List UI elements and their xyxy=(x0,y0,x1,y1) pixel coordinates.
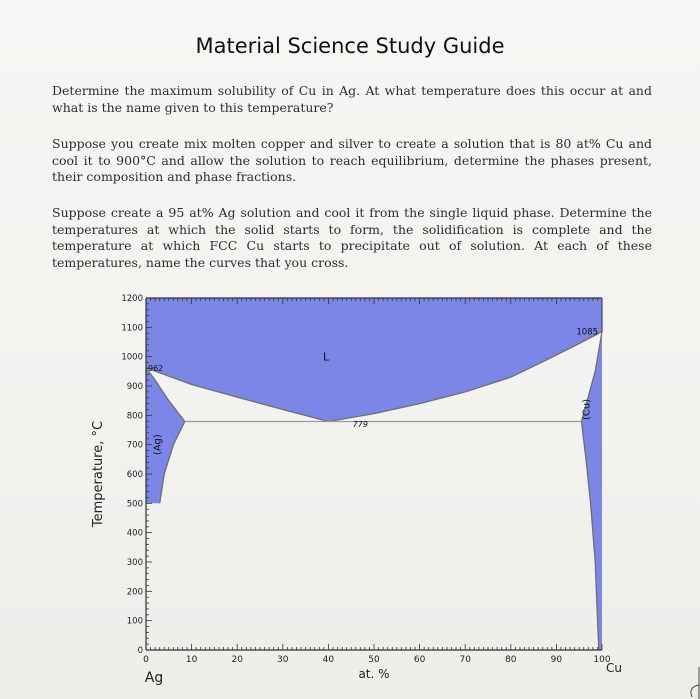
page-title: Material Science Study Guide xyxy=(195,34,505,58)
y-tick-label: 300 xyxy=(126,558,143,568)
y-tick-label: 800 xyxy=(126,411,143,422)
ag-melting-point-label: 962 xyxy=(148,363,164,373)
cu-phase-region xyxy=(582,332,603,650)
y-tick-label: 600 xyxy=(126,470,143,480)
x-right-element-label: Cu xyxy=(606,661,622,675)
y-tick-label: 1000 xyxy=(121,352,143,363)
question-1: Determine the maximum solubility of Cu in Ag. At what temperature does this occur at and what is the name given to this temperature? xyxy=(52,83,652,115)
question-3: Suppose create a 95 at% Ag solution and cool it from the single liquid phase. Determine the temperatures at which the solid starts to form, the solidification is complete and the temperature at which FCC Cu starts to precipitate out of solution. At each of these temperatures, name the curves that you cross. xyxy=(52,205,652,270)
liquid-region-label: L xyxy=(323,350,330,364)
x-tick-label: 20 xyxy=(231,655,243,665)
y-tick-label-zero: 0 xyxy=(137,646,143,656)
y-tick-label: 1100 xyxy=(121,323,143,334)
y-tick-label: 500 xyxy=(126,499,143,510)
x-tick-label: 70 xyxy=(459,655,471,665)
x-tick-label: 30 xyxy=(277,655,289,665)
y-tick-label: 900 xyxy=(126,382,143,392)
y-axis-title: Temperature, °C xyxy=(91,420,106,528)
phase-regions xyxy=(146,298,602,650)
cu-phase-label: (Cu) xyxy=(581,398,593,421)
x-tick-label: 80 xyxy=(505,655,517,665)
x-tick-label: 10 xyxy=(185,655,198,665)
y-tick-label: 1200 xyxy=(121,294,143,304)
eutectic-temperature-label: 779 xyxy=(352,420,368,430)
y-tick-label: 200 xyxy=(126,587,143,598)
cu-melting-point-label: 1085 xyxy=(576,327,598,338)
x-tick-label: 40 xyxy=(322,655,335,665)
ag-phase-label: (Ag) xyxy=(152,434,164,456)
liquid-region xyxy=(146,298,602,422)
x-left-element-label: Ag xyxy=(144,670,164,686)
y-tick-label: 400 xyxy=(126,528,143,539)
x-tick-label: 90 xyxy=(550,655,563,665)
x-tick-label: 0 xyxy=(143,655,149,665)
page-curl-icon xyxy=(678,663,700,699)
question-2: Suppose you create mix molten copper and silver to create a solution that is 80 at% Cu and cool it to 900°C and allow the solution to reach equilibrium, determine the phases present, their composition and phase fractions. xyxy=(52,136,652,184)
y-tick-label: 100 xyxy=(126,616,143,627)
x-tick-label: 50 xyxy=(368,655,380,665)
x-tick-label: 100 xyxy=(593,655,611,665)
x-tick-label: 60 xyxy=(413,655,426,665)
y-tick-label: 700 xyxy=(126,440,143,451)
x-axis-title: at. % xyxy=(358,667,390,681)
